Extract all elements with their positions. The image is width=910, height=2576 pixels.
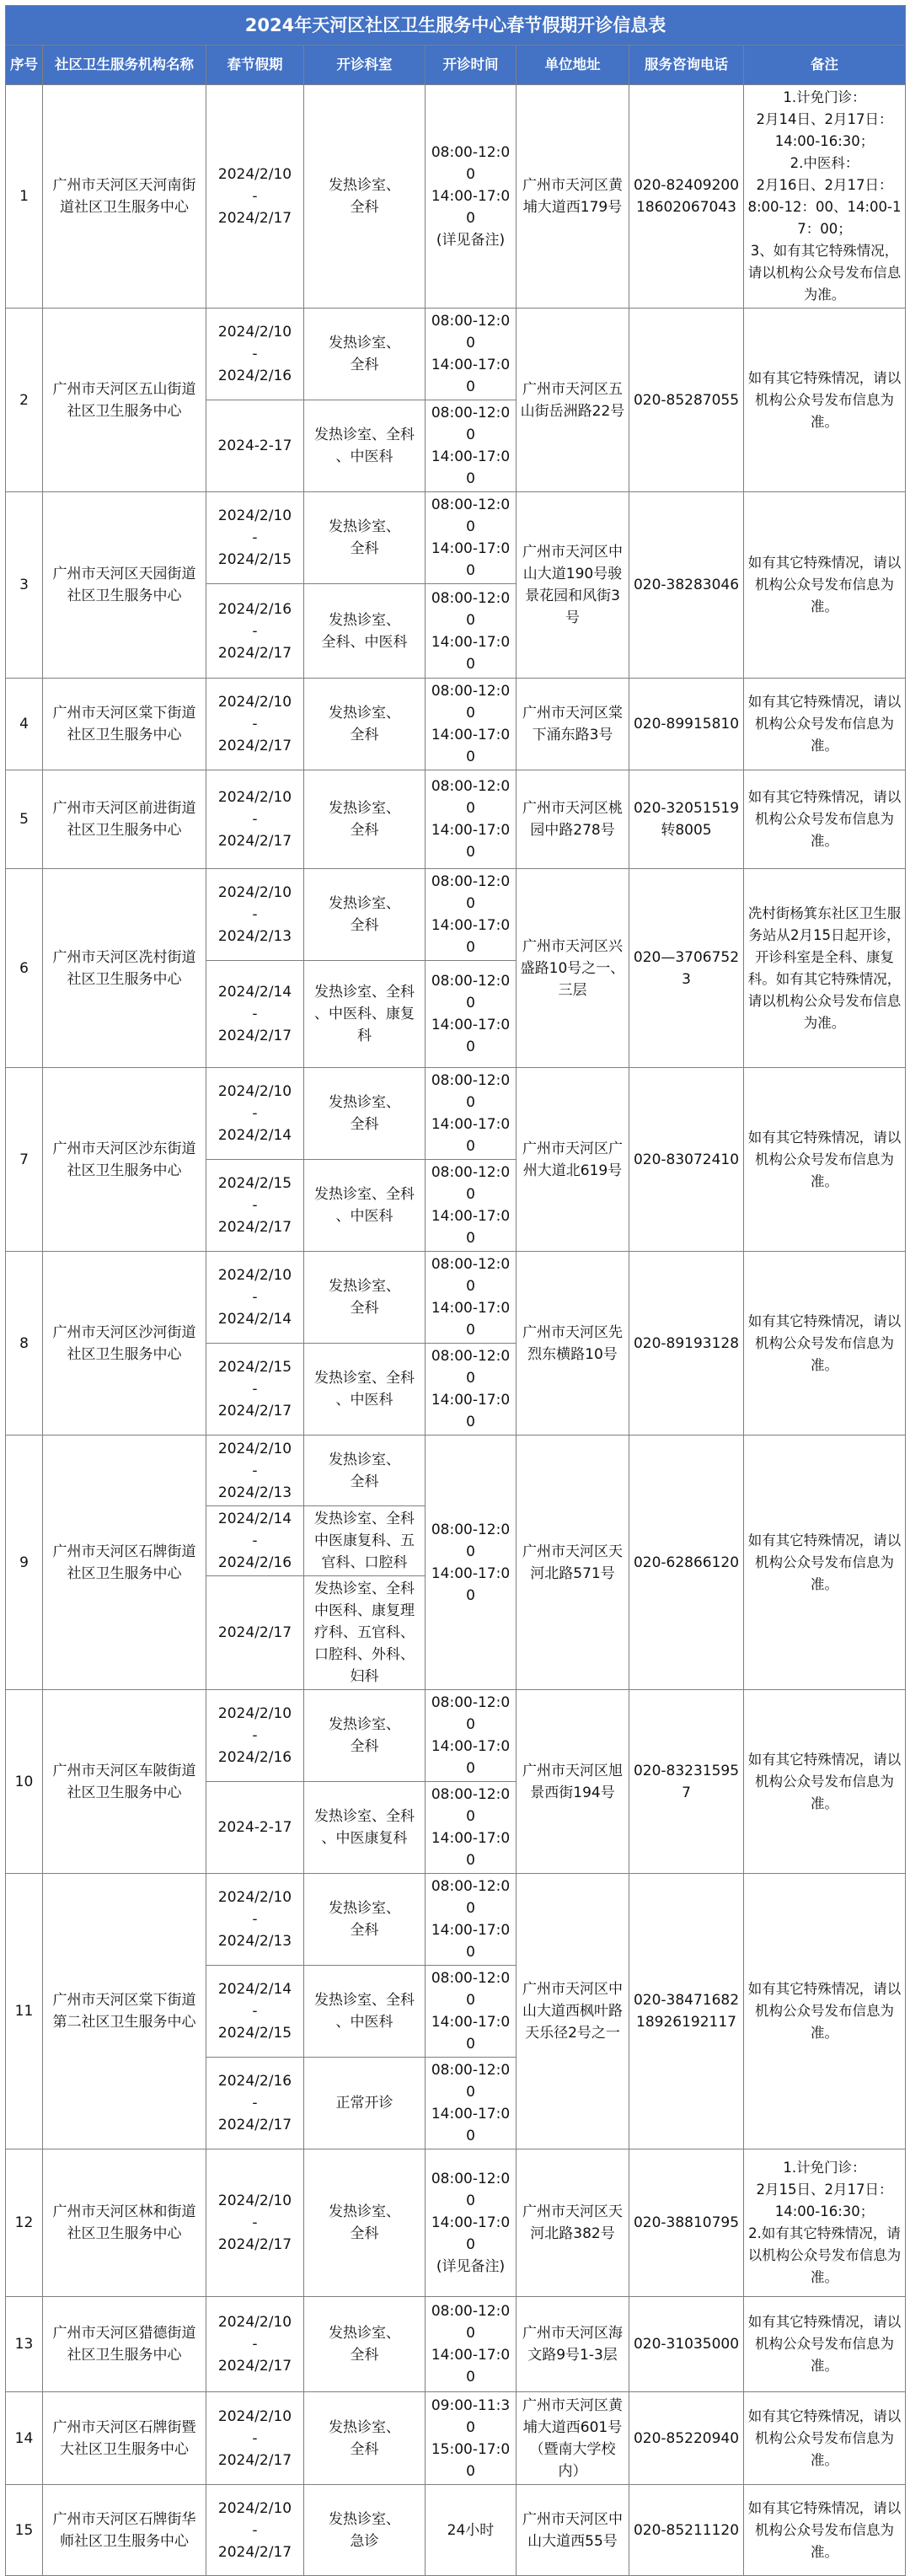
row-number: 12	[6, 2149, 43, 2297]
row-number: 6	[6, 869, 43, 1068]
table-row	[6, 2392, 906, 2485]
table-row	[6, 770, 906, 869]
table-row	[6, 1252, 906, 1344]
open-hours: 08:00-12:00 14:00-17:00	[426, 1782, 517, 1874]
open-hours: 08:00-12:00 14:00-17:00	[426, 1966, 517, 2058]
open-departments: 发热诊室、 急诊	[304, 2485, 426, 2576]
institution-name: 广州市天河区棠下街道第二社区卫生服务中心	[43, 1874, 206, 2149]
open-departments: 发热诊室、全科 中医科、康复理 疗科、五官科、 口腔科、外科、 妇科	[304, 1576, 426, 1690]
open-departments: 发热诊室、 全科	[304, 1874, 426, 1966]
remarks: 如有其它特殊情况，请以机构公众号发布信息为准。	[744, 1252, 906, 1436]
holiday-period: 2024/2/10 - 2024/2/14	[206, 1068, 304, 1160]
open-hours: 08:00-12:00 14:00-17:00	[426, 492, 517, 584]
holiday-period: 2024/2/10 - 2024/2/17	[206, 85, 304, 309]
remarks: 如有其它特殊情况，请以机构公众号发布信息为准。	[744, 1690, 906, 1874]
open-departments: 发热诊室、 全科	[304, 679, 426, 770]
holiday-period: 2024/2/10 - 2024/2/17	[206, 2149, 304, 2297]
unit-address: 广州市天河区兴盛路10号之一、三层	[517, 869, 629, 1068]
table-row	[6, 1690, 906, 1782]
holiday-period: 2024/2/10 - 2024/2/17	[206, 2392, 304, 2485]
open-hours: 08:00-12:00 14:00-17:00	[426, 2297, 517, 2392]
open-departments: 发热诊室、 全科	[304, 770, 426, 869]
remarks: 如有其它特殊情况，请以机构公众号发布信息为准。	[744, 492, 906, 679]
table-body	[6, 85, 906, 2576]
service-phone: 020-38810795	[629, 2149, 744, 2297]
open-hours: 08:00-12:00 14:00-17:00	[426, 1874, 517, 1966]
unit-address: 广州市天河区中山大道西枫叶路天乐径2号之一	[517, 1874, 629, 2149]
unit-address: 广州市天河区先烈东横路10号	[517, 1252, 629, 1436]
open-departments: 发热诊室、全科 、中医科	[304, 1160, 426, 1252]
service-phone: 020-85220940	[629, 2392, 744, 2485]
open-hours: 08:00-12:00 14:00-17:00	[426, 1436, 517, 1690]
institution-name: 广州市天河区冼村街道社区卫生服务中心	[43, 869, 206, 1068]
holiday-period: 2024/2/10 - 2024/2/17	[206, 2297, 304, 2392]
holiday-period: 2024/2/17	[206, 1576, 304, 1690]
table-row	[6, 1068, 906, 1160]
open-departments: 发热诊室、 全科	[304, 309, 426, 400]
header-row	[6, 46, 906, 85]
remarks: 如有其它特殊情况，请以机构公众号发布信息为准。	[744, 679, 906, 770]
holiday-clinic-table	[5, 5, 906, 2576]
header-no: 序号	[6, 46, 43, 85]
unit-address: 广州市天河区天河北路382号	[517, 2149, 629, 2297]
unit-address: 广州市天河区中山大道西55号	[517, 2485, 629, 2576]
row-number: 2	[6, 309, 43, 492]
holiday-period: 2024/2/10 - 2024/2/14	[206, 1252, 304, 1344]
table-row	[6, 1436, 906, 1506]
open-departments: 发热诊室、 全科	[304, 2149, 426, 2297]
holiday-period: 2024/2/10 - 2024/2/16	[206, 309, 304, 400]
open-hours: 08:00-12:00 14:00-17:00	[426, 1252, 517, 1344]
unit-address: 广州市天河区海文路9号1-3层	[517, 2297, 629, 2392]
holiday-period: 2024/2/10 - 2024/2/13	[206, 1436, 304, 1506]
open-departments: 发热诊室、全科 、中医科、康复 科	[304, 961, 426, 1068]
open-departments: 发热诊室、 全科	[304, 85, 426, 309]
open-hours: 08:00-12:00 14:00-17:00	[426, 1344, 517, 1436]
unit-address: 广州市天河区旭景西街194号	[517, 1690, 629, 1874]
institution-name: 广州市天河区猎德街道社区卫生服务中心	[43, 2297, 206, 2392]
header-note: 备注	[744, 46, 906, 85]
open-departments: 发热诊室、 全科、中医科	[304, 584, 426, 679]
holiday-period: 2024/2/15 - 2024/2/17	[206, 1344, 304, 1436]
service-phone: 020-89193128	[629, 1252, 744, 1436]
institution-name: 广州市天河区天园街道社区卫生服务中心	[43, 492, 206, 679]
table-row	[6, 869, 906, 961]
header-address: 单位地址	[517, 46, 629, 85]
open-departments: 发热诊室、全科 、中医科	[304, 1966, 426, 2058]
remarks: 如有其它特殊情况，请以机构公众号发布信息为准。	[744, 2297, 906, 2392]
institution-name: 广州市天河区前进街道社区卫生服务中心	[43, 770, 206, 869]
open-hours: 08:00-12:00 14:00-17:00 (详见备注)	[426, 85, 517, 309]
open-hours: 24小时	[426, 2485, 517, 2576]
open-departments: 发热诊室、 全科	[304, 1068, 426, 1160]
holiday-period: 2024-2-17	[206, 400, 304, 492]
holiday-period: 2024/2/14 - 2024/2/17	[206, 961, 304, 1068]
row-number: 9	[6, 1436, 43, 1690]
institution-name: 广州市天河区林和街道社区卫生服务中心	[43, 2149, 206, 2297]
service-phone: 020-82409200 18602067043	[629, 85, 744, 309]
table-row	[6, 309, 906, 400]
open-departments: 正常开诊	[304, 2058, 426, 2149]
holiday-period: 2024-2-17	[206, 1782, 304, 1874]
service-phone: 020—37067523	[629, 869, 744, 1068]
open-hours: 08:00-12:00 14:00-17:00	[426, 400, 517, 492]
open-departments: 发热诊室、 全科	[304, 869, 426, 961]
remarks: 如有其它特殊情况，请以机构公众号发布信息为准。	[744, 1436, 906, 1690]
remarks: 如有其它特殊情况，请以机构公众号发布信息为准。	[744, 2392, 906, 2485]
table-row	[6, 2485, 906, 2576]
holiday-period: 2024/2/10 - 2024/2/13	[206, 869, 304, 961]
open-departments: 发热诊室、 全科	[304, 1252, 426, 1344]
holiday-period: 2024/2/10 - 2024/2/16	[206, 1690, 304, 1782]
table-title: 2024年天河区社区卫生服务中心春节假期开诊信息表	[5, 5, 906, 45]
institution-name: 广州市天河区棠下街道社区卫生服务中心	[43, 679, 206, 770]
holiday-period: 2024/2/16 - 2024/2/17	[206, 584, 304, 679]
service-phone: 020-85211120	[629, 2485, 744, 2576]
open-hours: 08:00-12:00 14:00-17:00	[426, 961, 517, 1068]
row-number: 14	[6, 2392, 43, 2485]
holiday-period: 2024/2/10 - 2024/2/15	[206, 492, 304, 584]
institution-name: 广州市天河区车陂街道社区卫生服务中心	[43, 1690, 206, 1874]
open-hours: 08:00-12:00 14:00-17:00	[426, 679, 517, 770]
holiday-period: 2024/2/10 - 2024/2/13	[206, 1874, 304, 1966]
table-row	[6, 1874, 906, 1966]
remarks: 如有其它特殊情况，请以机构公众号发布信息为准。	[744, 1068, 906, 1252]
open-hours: 08:00-12:00 14:00-17:00	[426, 869, 517, 961]
open-hours: 08:00-12:00 14:00-17:00	[426, 1160, 517, 1252]
service-phone: 020-38283046	[629, 492, 744, 679]
remarks: 1.计免门诊： 2月15日、2月17日： 14:00-16:30； 2.如有其它特殊情况，请以机构公众号发布信息为准。	[744, 2149, 906, 2297]
unit-address: 广州市天河区桃园中路278号	[517, 770, 629, 869]
open-hours: 08:00-12:00 14:00-17:00	[426, 1690, 517, 1782]
holiday-period: 2024/2/15 - 2024/2/17	[206, 1160, 304, 1252]
service-phone: 020-83072410	[629, 1068, 744, 1252]
remarks: 1.计免门诊： 2月14日、2月17日： 14:00-16:30； 2.中医科： 2月16日、2月17日： 8:00-12：00、14:00-17：00； 3、如有其它特殊情况，请以机构公众号发布信息为准。	[744, 85, 906, 309]
unit-address: 广州市天河区棠下涌东路3号	[517, 679, 629, 770]
service-phone: 020-832315957	[629, 1690, 744, 1874]
institution-name: 广州市天河区五山街道社区卫生服务中心	[43, 309, 206, 492]
open-hours: 08:00-12:00 14:00-17:00	[426, 2058, 517, 2149]
open-departments: 发热诊室、全科 、中医科	[304, 400, 426, 492]
institution-name: 广州市天河区石牌街暨大社区卫生服务中心	[43, 2392, 206, 2485]
unit-address: 广州市天河区中山大道190号骏景花园和风街3号	[517, 492, 629, 679]
holiday-period: 2024/2/10 - 2024/2/17	[206, 770, 304, 869]
row-number: 7	[6, 1068, 43, 1252]
table-row	[6, 2149, 906, 2297]
open-departments: 发热诊室、 全科	[304, 1436, 426, 1506]
open-departments: 发热诊室、全科 、中医科	[304, 1344, 426, 1436]
header-holiday: 春节假期	[206, 46, 304, 85]
open-hours: 08:00-12:00 14:00-17:00	[426, 1068, 517, 1160]
service-phone: 020-89915810	[629, 679, 744, 770]
institution-name: 广州市天河区石牌街道社区卫生服务中心	[43, 1436, 206, 1690]
institution-name: 广州市天河区石牌街华师社区卫生服务中心	[43, 2485, 206, 2576]
row-number: 10	[6, 1690, 43, 1874]
open-departments: 发热诊室、 全科	[304, 2392, 426, 2485]
open-departments: 发热诊室、 全科	[304, 492, 426, 584]
open-departments: 发热诊室、全科 、中医康复科	[304, 1782, 426, 1874]
open-hours: 08:00-12:00 14:00-17:00 (详见备注)	[426, 2149, 517, 2297]
open-hours: 08:00-12:00 14:00-17:00	[426, 309, 517, 400]
open-departments: 发热诊室、 全科	[304, 1690, 426, 1782]
row-number: 13	[6, 2297, 43, 2392]
holiday-period: 2024/2/10 - 2024/2/17	[206, 679, 304, 770]
holiday-period: 2024/2/16 - 2024/2/17	[206, 2058, 304, 2149]
table-row	[6, 679, 906, 770]
table-row	[6, 492, 906, 584]
remarks: 冼村街杨箕东社区卫生服务站从2月15日起开诊，开诊科室是全科、康复科。如有其它特殊情况，请以机构公众号发布信息为准。	[744, 869, 906, 1068]
header-name: 社区卫生服务机构名称	[43, 46, 206, 85]
row-number: 5	[6, 770, 43, 869]
row-number: 15	[6, 2485, 43, 2576]
open-departments: 发热诊室、 全科	[304, 2297, 426, 2392]
service-phone: 020-31035000	[629, 2297, 744, 2392]
header-hours: 开诊时间	[426, 46, 517, 85]
open-departments: 发热诊室、全科 中医康复科、五 官科、口腔科	[304, 1506, 426, 1576]
row-number: 4	[6, 679, 43, 770]
holiday-period: 2024/2/14 - 2024/2/16	[206, 1506, 304, 1576]
table-row	[6, 2297, 906, 2392]
holiday-period: 2024/2/14 - 2024/2/15	[206, 1966, 304, 2058]
open-hours: 08:00-12:00 14:00-17:00	[426, 770, 517, 869]
remarks: 如有其它特殊情况，请以机构公众号发布信息为准。	[744, 770, 906, 869]
service-phone: 020-32051519 转8005	[629, 770, 744, 869]
remarks: 如有其它特殊情况，请以机构公众号发布信息为准。	[744, 1874, 906, 2149]
institution-name: 广州市天河区沙河街道社区卫生服务中心	[43, 1252, 206, 1436]
unit-address: 广州市天河区黄埔大道西179号	[517, 85, 629, 309]
header-department: 开诊科室	[304, 46, 426, 85]
header-phone: 服务咨询电话	[629, 46, 744, 85]
institution-name: 广州市天河区沙东街道社区卫生服务中心	[43, 1068, 206, 1252]
row-number: 11	[6, 1874, 43, 2149]
row-number: 3	[6, 492, 43, 679]
remarks: 如有其它特殊情况，请以机构公众号发布信息为准。	[744, 309, 906, 492]
remarks: 如有其它特殊情况，请以机构公众号发布信息为准。	[744, 2485, 906, 2576]
row-number: 8	[6, 1252, 43, 1436]
open-hours: 08:00-12:00 14:00-17:00	[426, 584, 517, 679]
unit-address: 广州市天河区黄埔大道西601号（暨南大学校内）	[517, 2392, 629, 2485]
service-phone: 020-62866120	[629, 1436, 744, 1690]
unit-address: 广州市天河区天河北路571号	[517, 1436, 629, 1690]
unit-address: 广州市天河区五山街岳洲路22号	[517, 309, 629, 492]
unit-address: 广州市天河区广州大道北619号	[517, 1068, 629, 1252]
service-phone: 020-85287055	[629, 309, 744, 492]
table-row	[6, 85, 906, 309]
holiday-period: 2024/2/10 - 2024/2/17	[206, 2485, 304, 2576]
open-hours: 09:00-11:30 15:00-17:00	[426, 2392, 517, 2485]
service-phone: 020-38471682 18926192117	[629, 1874, 744, 2149]
row-number: 1	[6, 85, 43, 309]
institution-name: 广州市天河区天河南街道社区卫生服务中心	[43, 85, 206, 309]
